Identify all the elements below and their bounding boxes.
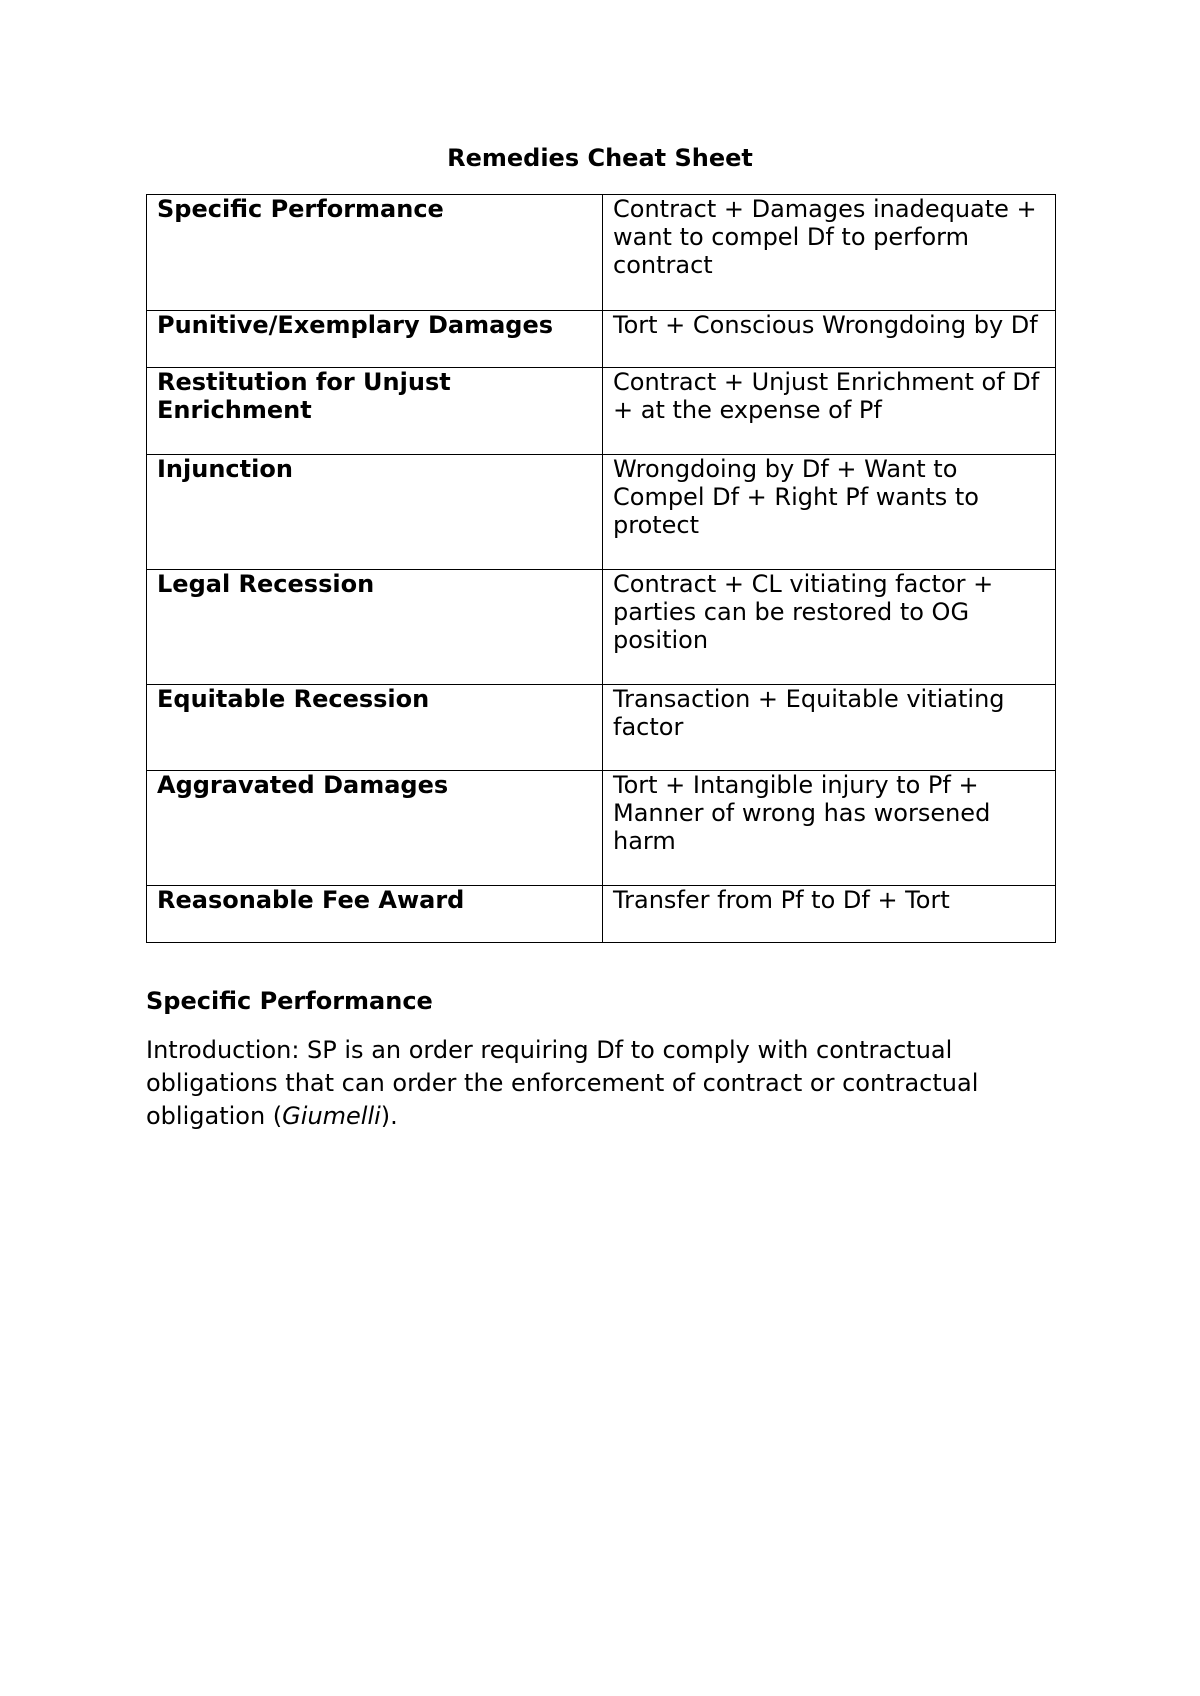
intro-text-end: ). — [380, 1102, 398, 1130]
table-row — [147, 570, 1056, 685]
remedy-elements-cell: Contract + Unjust Enrichment of Df + at the expense of Pf — [603, 368, 1056, 455]
remedy-elements-cell: Transfer from Pf to Df + Tort — [603, 886, 1056, 943]
remedy-elements-cell: Tort + Intangible injury to Pf + Manner of wrong has worsened harm — [603, 771, 1056, 886]
section-heading: Specific Performance — [146, 987, 433, 1015]
remedy-name-cell: Restitution for Unjust Enrichment — [147, 368, 603, 455]
table-row — [147, 455, 1056, 570]
table-row — [147, 771, 1056, 886]
remedy-elements-cell: Contract + CL vitiating factor + parties can be restored to OG position — [603, 570, 1056, 685]
table-row — [147, 368, 1056, 455]
remedy-name-cell: Injunction — [147, 455, 603, 570]
remedy-elements-cell: Wrongdoing by Df + Want to Compel Df + Right Pf wants to protect — [603, 455, 1056, 570]
page-title: Remedies Cheat Sheet — [447, 144, 753, 172]
table-row — [147, 195, 1056, 311]
table-row — [147, 685, 1056, 771]
table-row — [147, 886, 1056, 943]
remedies-table — [146, 194, 1056, 943]
remedy-elements-cell: Transaction + Equitable vitiating factor — [603, 685, 1056, 771]
intro-text-start: Introduction: SP is an order requiring Df to comply with contractual obligations that can order the enforcement of contract or contractual obligation ( — [146, 1036, 979, 1130]
remedy-elements-cell: Tort + Conscious Wrongdoing by Df — [603, 311, 1056, 368]
table-row — [147, 311, 1056, 368]
remedy-name-cell: Punitive/Exemplary Damages — [147, 311, 603, 368]
remedy-elements-cell: Contract + Damages inadequate + want to compel Df to perform contract — [603, 195, 1056, 311]
remedy-name-cell: Reasonable Fee Award — [147, 886, 603, 943]
remedy-name-cell: Aggravated Damages — [147, 771, 603, 886]
remedy-name-cell: Legal Recession — [147, 570, 603, 685]
intro-paragraph — [146, 1034, 1066, 1133]
remedy-name-cell: Equitable Recession — [147, 685, 603, 771]
case-citation: Giumelli — [282, 1102, 381, 1130]
remedy-name-cell: Specific Performance — [147, 195, 603, 311]
